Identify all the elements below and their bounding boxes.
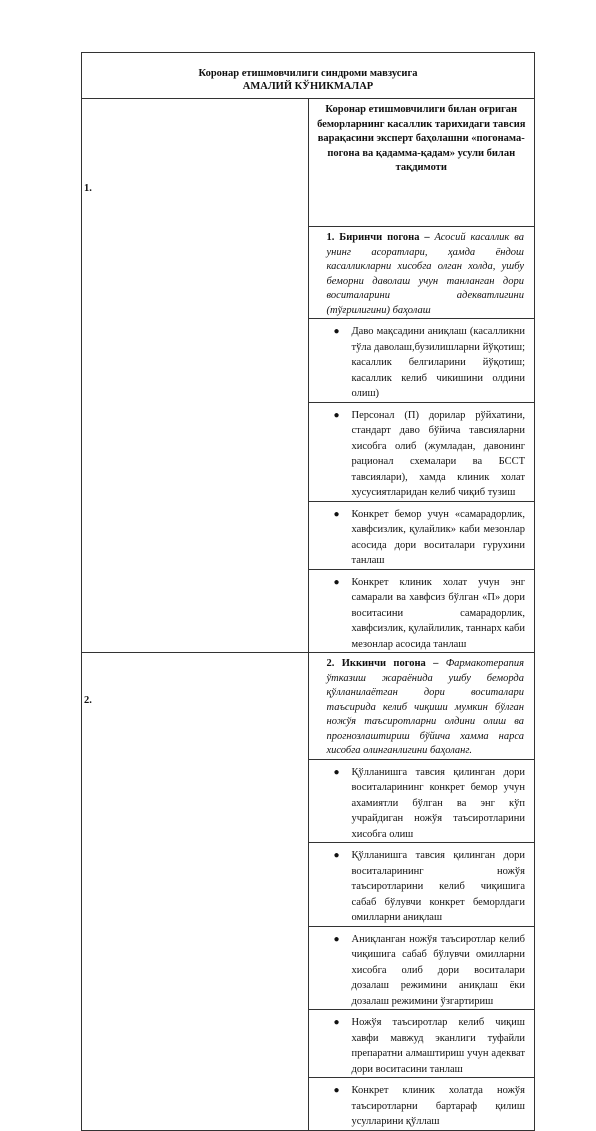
topic-title: Коронар етишмовчилиги билан оғриган беморларнинг касаллик тарихидаги тавсия варақасини эксперт баҳолашни «погонама- погона ва қадамма-қадам» усули билан тақдимоти <box>308 99 535 227</box>
bullet-icon: ● <box>333 576 340 588</box>
list-item-text: Конкрет бемор учун «самарадорлик, хавфсизлик, қулайлик» каби мезонлар асосида дори воситалари гурухини танлаш <box>351 508 525 566</box>
stage-1-heading <box>308 227 535 319</box>
list-item <box>308 319 535 403</box>
list-item-text: Конкрет клиник холат учун энг самарали ва хавфсиз бўлган «П» дори воситасини самарадорлик, хавфсизлик, қулайлилик, таннарх каби мезонлар асосида танлаш <box>351 576 525 650</box>
document-title <box>82 53 535 99</box>
title-line-1: Коронар етишмовчилиги синдроми мавзусига <box>198 68 418 79</box>
section-1-number: 1. <box>84 183 92 194</box>
list-item <box>308 1010 535 1078</box>
title-line-2: АМАЛИЙ КЎНИКМАЛАР <box>242 81 374 92</box>
bullet-icon: ● <box>333 326 340 337</box>
bullet-icon: ● <box>333 508 340 520</box>
list-item <box>308 1078 535 1131</box>
list-item <box>308 402 535 501</box>
list-item-text: Даво мақсадини аниқлаш (касалликни тўла даволаш,бузилишларни йўқотиш; касаллик белгиларини йўқотиш; касаллик келиб чикишини олдини олиш) <box>351 326 525 399</box>
list-item-text: Персонал (П) дорилар рўйхатини, стандарт даво бўйича тавсияларни хисобга олиб (жумладан, давонинг рационал схемалари ва БССТ тавсиялари), хамда клиник холат хусусиятларидан келиб чиқиб тузиш <box>351 409 525 498</box>
stage-1-text: Асосий касаллик ва унинг асоратлари, ҳамда ёндош касалликларни хисобга олган холда, ушбу беморни даволаш учун танланган дори воситаларини адекватлигини (тўғрилигини) баҳолаш <box>326 232 524 316</box>
skills-table <box>81 52 535 1131</box>
list-item-text: Қўлланишга тавсия қилинган дори воситаларининг ножўя таъсиротларини келиб чиқишига сабаб бўлувчи конкрет беморлдаги омилларни аниқлаш <box>351 850 525 923</box>
list-item <box>308 569 535 653</box>
bullet-icon: ● <box>333 1085 340 1096</box>
list-item <box>308 501 535 569</box>
bullet-icon: ● <box>333 766 340 778</box>
section-2-number: 2. <box>84 695 92 706</box>
list-item <box>308 926 535 1010</box>
stage-2-label: 2. Иккинчи погона – <box>326 658 439 669</box>
stage-2-heading <box>308 653 535 760</box>
list-item-text: Конкрет клиник холатда ножўя таъсиротларни бартараф қилиш усулларини қўллаш <box>351 1085 525 1127</box>
stage-1-label: 1. Биринчи погона – <box>326 232 430 243</box>
stage-2-text: Фармакотерапия ўтказиш жараёнида ушбу беморда қўлланилаётган дори воситалари таъсирида келиб чиқиши мумкин бўлган ножўя таъсиротларни олдини олиш ва прогнозлаштириш бўйича хамма нарса хисобга олинганлигини баҳоланг. <box>326 658 524 756</box>
list-item <box>308 759 535 843</box>
list-item <box>308 843 535 927</box>
list-item-text: Қўлланишга тавсия қилинган дори воситаларининг конкрет бемор учун ахамиятли бўлган ва энг кўп учрайдиган ножўя таъсиротларини хисобга олиш <box>351 766 525 840</box>
list-item-text: Аниқланган ножўя таъсиротлар келиб чиқишига сабаб бўлувчи омилларни хисобга олиб дори воситалари дозалаш режимини аниқлаш ёки дозалаш режимини ўзгартириш <box>351 933 525 1007</box>
bullet-icon: ● <box>333 409 340 421</box>
bullet-icon: ● <box>333 1017 340 1028</box>
bullet-icon: ● <box>333 850 340 861</box>
section-1-number-cell <box>82 99 309 653</box>
section-2-number-cell <box>82 653 309 1131</box>
bullet-icon: ● <box>333 933 340 945</box>
list-item-text: Ножўя таъсиротлар келиб чиқиш хавфи мавжуд эканлиги туфайли препаратни алмаштириш учун адекват дори воситасини танлаш <box>351 1017 525 1075</box>
